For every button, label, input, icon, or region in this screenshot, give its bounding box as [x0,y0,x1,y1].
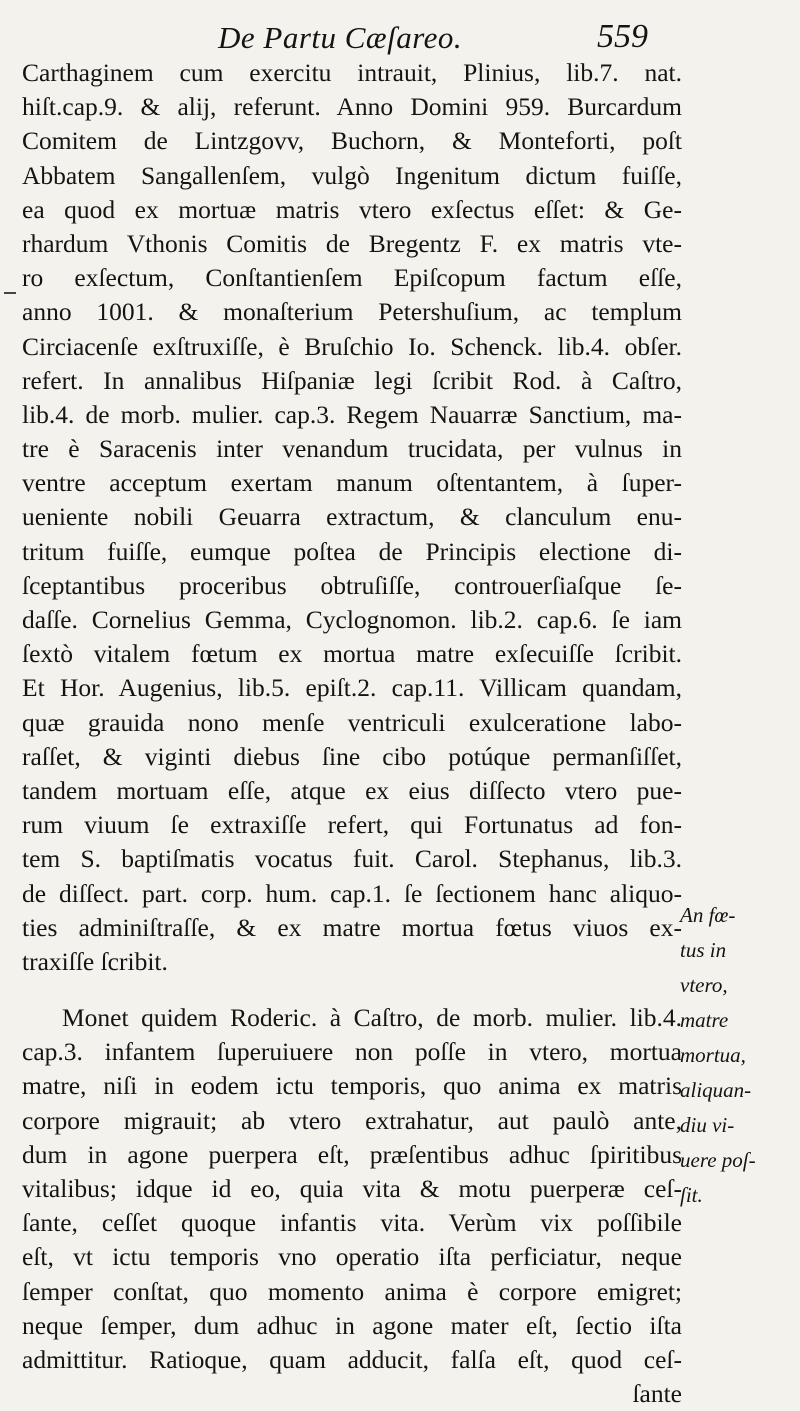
marginal-note-line: matre [680,1008,729,1032]
text-line: lib.4. de morb. mulier. cap.3. Regem Nauarræ Sanctium, ma- [22,399,682,429]
marginal-note-line: diu vi- [680,1113,735,1137]
marginal-note-line: tus in [680,938,727,962]
text-line: tem S. baptiſmatis vocatus fuit. Carol. Stephanus, lib.3. [22,844,682,874]
text-line: cap.3. infantem ſuperuiuere non poſſe in vtero, mortua [22,1037,682,1067]
marginal-note-line: aliquan- [680,1078,752,1102]
running-title: De Partu Cæſareo. [218,20,463,55]
text-line: ueniente nobili Geuarra extractum, & clanculum enu- [22,502,682,532]
text-line: ventre acceptum exertam manum oſtentantem, à ſuper- [22,468,682,498]
text-line: ſante, ceſſet quoque infantis vita. Verùm vix poſſibile [22,1208,682,1238]
text-line: eſt, vt ictu temporis vno operatio iſta perficiatur, neque [22,1242,682,1272]
text-line: Circiacenſe exſtruxiſſe, è Bruſchio Io. Schenck. lib.4. obſer. [22,331,682,361]
marginal-note [680,898,790,1213]
text-line: ro exſectum, Conſtantienſem Epiſcopum factum eſſe, [22,263,682,293]
text-line: traxiſſe ſcribit. [22,946,168,976]
text-line: raſſet, & viginti diebus ſine cibo potúque permanſiſſet, [22,741,682,771]
text-line: de diſſect. part. corp. hum. cap.1. ſe ſectionem hanc aliquo- [22,878,682,908]
text-line: ſante [632,1379,682,1409]
text-line: refert. In annalibus Hiſpaniæ legi ſcribit Rod. à Caſtro, [22,365,682,395]
paragraph-2 [22,1001,682,1411]
text-line: neque ſemper, dum adhuc in agone mater eſt, ſectio iſta [22,1310,682,1340]
text-line: anno 1001. & monaſterium Petershuſium, ac templum [22,297,682,327]
text-line: corpore migrauit; ab vtero extrahatur, aut paulò ante, [22,1105,682,1135]
marginal-note-line: mortua, [680,1043,746,1067]
text-line: hiſt.cap.9. & alij, referunt. Anno Domini 959. Burcardum [22,92,682,122]
text-line: tritum fuiſſe, eumque poſtea de Principis electione di- [22,536,682,566]
margin-mark [4,292,16,294]
paragraph-gap [22,979,682,1001]
text-line: tandem mortuam eſſe, atque ex eius diſſecto vtero pue- [22,775,682,805]
text-line: admittitur. Ratioque, quam adducit, falſa eſt, quod ceſ- [22,1344,682,1374]
body-text [22,56,682,1411]
text-line: quæ grauida nono menſe ventriculi exulceratione labo- [22,707,682,737]
text-line: ſemper conſtat, quo momento anima è corpore emigret; [22,1276,682,1306]
text-line: ea quod ex mortuæ matris vtero exſectus eſſet: & Ge- [22,194,682,224]
text-line: tre è Saracenis inter venandum trucidata, per vulnus in [22,434,682,464]
paragraph-1 [22,56,682,979]
text-line: rhardum Vthonis Comitis de Bregentz F. ex matris vte- [22,228,682,258]
marginal-note-line: uere poſ- [680,1148,756,1172]
text-line: ties adminiſtraſſe, & ex matre mortua fœtus viuos ex- [22,912,682,942]
text-line: Monet quidem Roderic. à Caſtro, de morb. mulier. lib.4. [62,1003,682,1033]
marginal-note-line: vtero, [680,973,728,997]
text-line: daſſe. Cornelius Gemma, Cyclognomon. lib.2. cap.6. ſe iam [22,605,682,634]
text-line: dum in agone puerpera eſt, præſentibus adhuc ſpiritibus [22,1139,682,1169]
marginal-note-line: ſit. [680,1183,703,1207]
marginal-note-line: An fœ- [680,903,736,927]
text-line: ſextò vitalem fœtum ex mortua matre exſecuiſſe ſcribit. [22,639,682,669]
text-line: rum viuum ſe extraxiſſe refert, qui Fortunatus ad fon- [22,810,682,840]
text-line: vitalibus; idque id eo, quia vita & motu puerperæ ceſ- [22,1174,682,1203]
text-line: Et Hor. Augenius, lib.5. epiſt.2. cap.11. Villicam quandam, [22,673,682,703]
text-line: Carthaginem cum exercitu intrauit, Plinius, lib.7. nat. [22,58,682,87]
text-line: ſceptantibus proceribus obtruſiſſe, controuerſiaſque ſe- [22,570,682,600]
text-line: Comitem de Lintzgovv, Buchorn, & Monteforti, poſt [22,126,682,156]
page-number: 559 [597,18,648,55]
text-line: matre, niſi in eodem ictu temporis, quo anima ex matris [22,1071,682,1101]
text-line: Abbatem Sangallenſem, vulgò Ingenitum dictum fuiſſe, [22,160,682,190]
